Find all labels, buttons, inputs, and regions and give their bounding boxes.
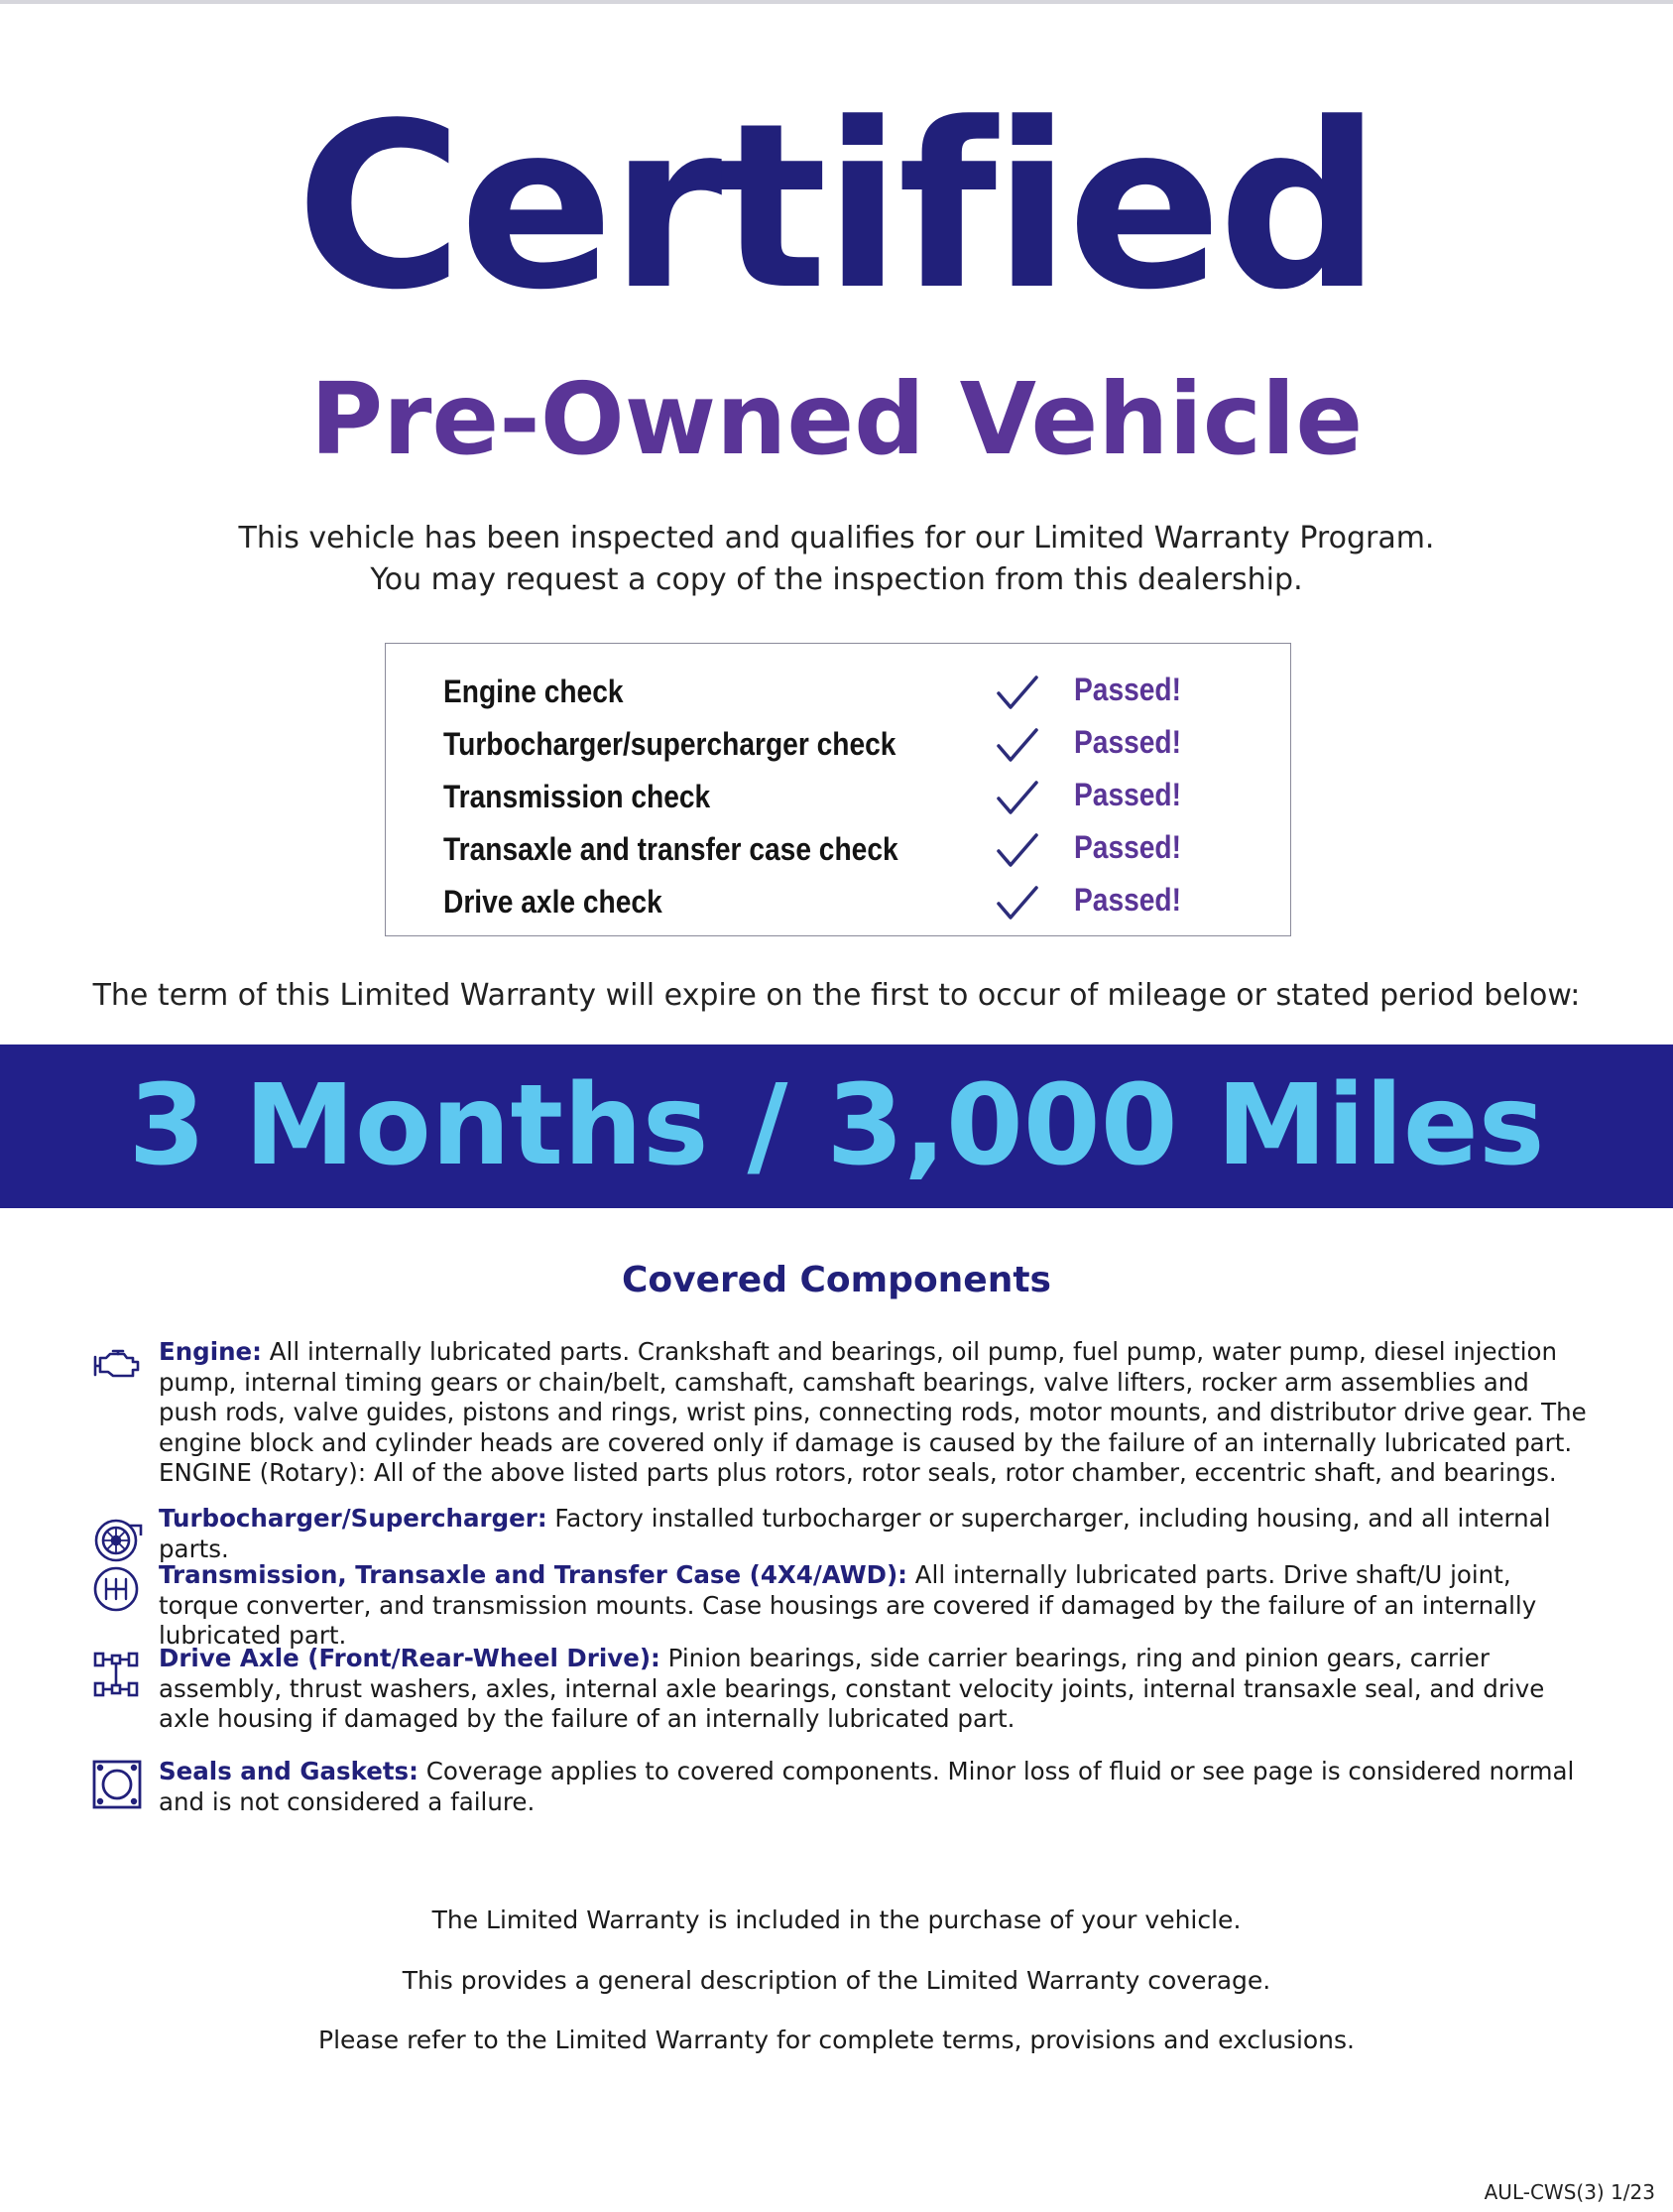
check-row-drive-axle (386, 878, 1290, 929)
page-subtitle: Pre-Owned Vehicle (309, 361, 1364, 477)
checkmark-icon (996, 779, 1039, 818)
footer-line-3: Please refer to the Limited Warranty for complete terms, provisions and exclusions. (318, 2026, 1355, 2054)
footer-line-1: The Limited Warranty is included in the purchase of your vehicle. (431, 1905, 1242, 1934)
checkmark-icon (996, 884, 1039, 923)
component-text (159, 1757, 1587, 1817)
component-description: All internally lubricated parts. Drive shaft/U joint, torque converter, and transmission mounts. Case housings are covered if damaged by the failure of an internally lubricated part. (159, 1560, 1537, 1650)
intro-line-2: You may request a copy of the inspection from this dealership. (370, 562, 1303, 597)
gear-shift-icon (91, 1562, 145, 1616)
footer-line-2: This provides a general description of the Limited Warranty coverage. (402, 1966, 1271, 1995)
component-text (159, 1337, 1587, 1489)
check-status: Passed! (1074, 777, 1182, 812)
check-row-turbocharger (386, 720, 1290, 772)
inspection-checklist (385, 643, 1291, 936)
component-text (159, 1644, 1587, 1735)
check-label: Drive axle check (443, 884, 662, 920)
component-name: Engine: (159, 1337, 262, 1366)
scan-edge (0, 0, 1673, 4)
checkmark-icon (996, 831, 1039, 871)
intro-line-1: This vehicle has been inspected and qualifies for our Limited Warranty Program. (238, 521, 1435, 555)
check-status: Passed! (1074, 829, 1182, 865)
engine-icon (91, 1339, 145, 1393)
component-description: Factory installed turbocharger or supercharger, including housing, and all internal parts. (159, 1504, 1551, 1563)
component-text (159, 1504, 1587, 1564)
term-text: The term of this Limited Warranty will expire on the first to occur of mileage or stated period below: (92, 978, 1581, 1013)
check-row-engine (386, 668, 1290, 719)
check-status: Passed! (1074, 724, 1182, 760)
component-name: Drive Axle (Front/Rear-Wheel Drive): (159, 1644, 660, 1672)
check-label: Turbocharger/supercharger check (443, 726, 896, 762)
check-status: Passed! (1074, 672, 1182, 707)
check-status: Passed! (1074, 882, 1182, 918)
covered-heading: Covered Components (622, 1260, 1051, 1300)
component-name: Seals and Gaskets: (159, 1757, 418, 1785)
check-label: Transaxle and transfer case check (443, 831, 898, 867)
checkmark-icon (996, 674, 1039, 713)
component-description: Coverage applies to covered components. Minor loss of fluid or see page is considered normal and is not considered a failure. (159, 1757, 1575, 1816)
check-label: Engine check (443, 674, 624, 709)
page-title: Certified (296, 75, 1377, 340)
turbocharger-icon (91, 1512, 145, 1565)
component-text (159, 1560, 1587, 1652)
component-name: Turbocharger/Supercharger: (159, 1504, 547, 1533)
check-row-transmission (386, 773, 1290, 824)
seal-gasket-icon (91, 1759, 145, 1812)
drive-axle-icon (91, 1648, 145, 1701)
component-name: Transmission, Transaxle and Transfer Case (4X4/AWD): (159, 1560, 907, 1589)
component-description: All internally lubricated parts. Crankshaft and bearings, oil pump, fuel pump, water pump, diesel injection pump, internal timing gears or chain/belt, camshaft, camshaft bearings, valve lifters, rocker arm assemblies and push rods, valve guides, pistons and rings, wrist pins, connecting rods, motor mounts, and distributor drive gear. The engine block and cylinder heads are covered only if damage is caused by the failure of an internally lubricated part. ENGINE (Rotary): All of the above listed parts plus rotors, rotor seals, rotor chamber, eccentric shaft, and bearings. (159, 1337, 1587, 1487)
check-label: Transmission check (443, 779, 711, 814)
checkmark-icon (996, 726, 1039, 766)
form-code: AUL-CWS(3) 1/23 (1484, 2180, 1655, 2204)
term-value: 3 Months / 3,000 Miles (128, 1061, 1545, 1190)
intro-text (0, 518, 1673, 601)
check-row-transaxle (386, 825, 1290, 877)
component-description: Pinion bearings, side carrier bearings, ring and pinion gears, carrier assembly, thrust washers, axles, internal axle bearings, constant velocity joints, internal transaxle seal, and drive axle housing if damaged by the failure of an internally lubricated part. (159, 1644, 1545, 1733)
